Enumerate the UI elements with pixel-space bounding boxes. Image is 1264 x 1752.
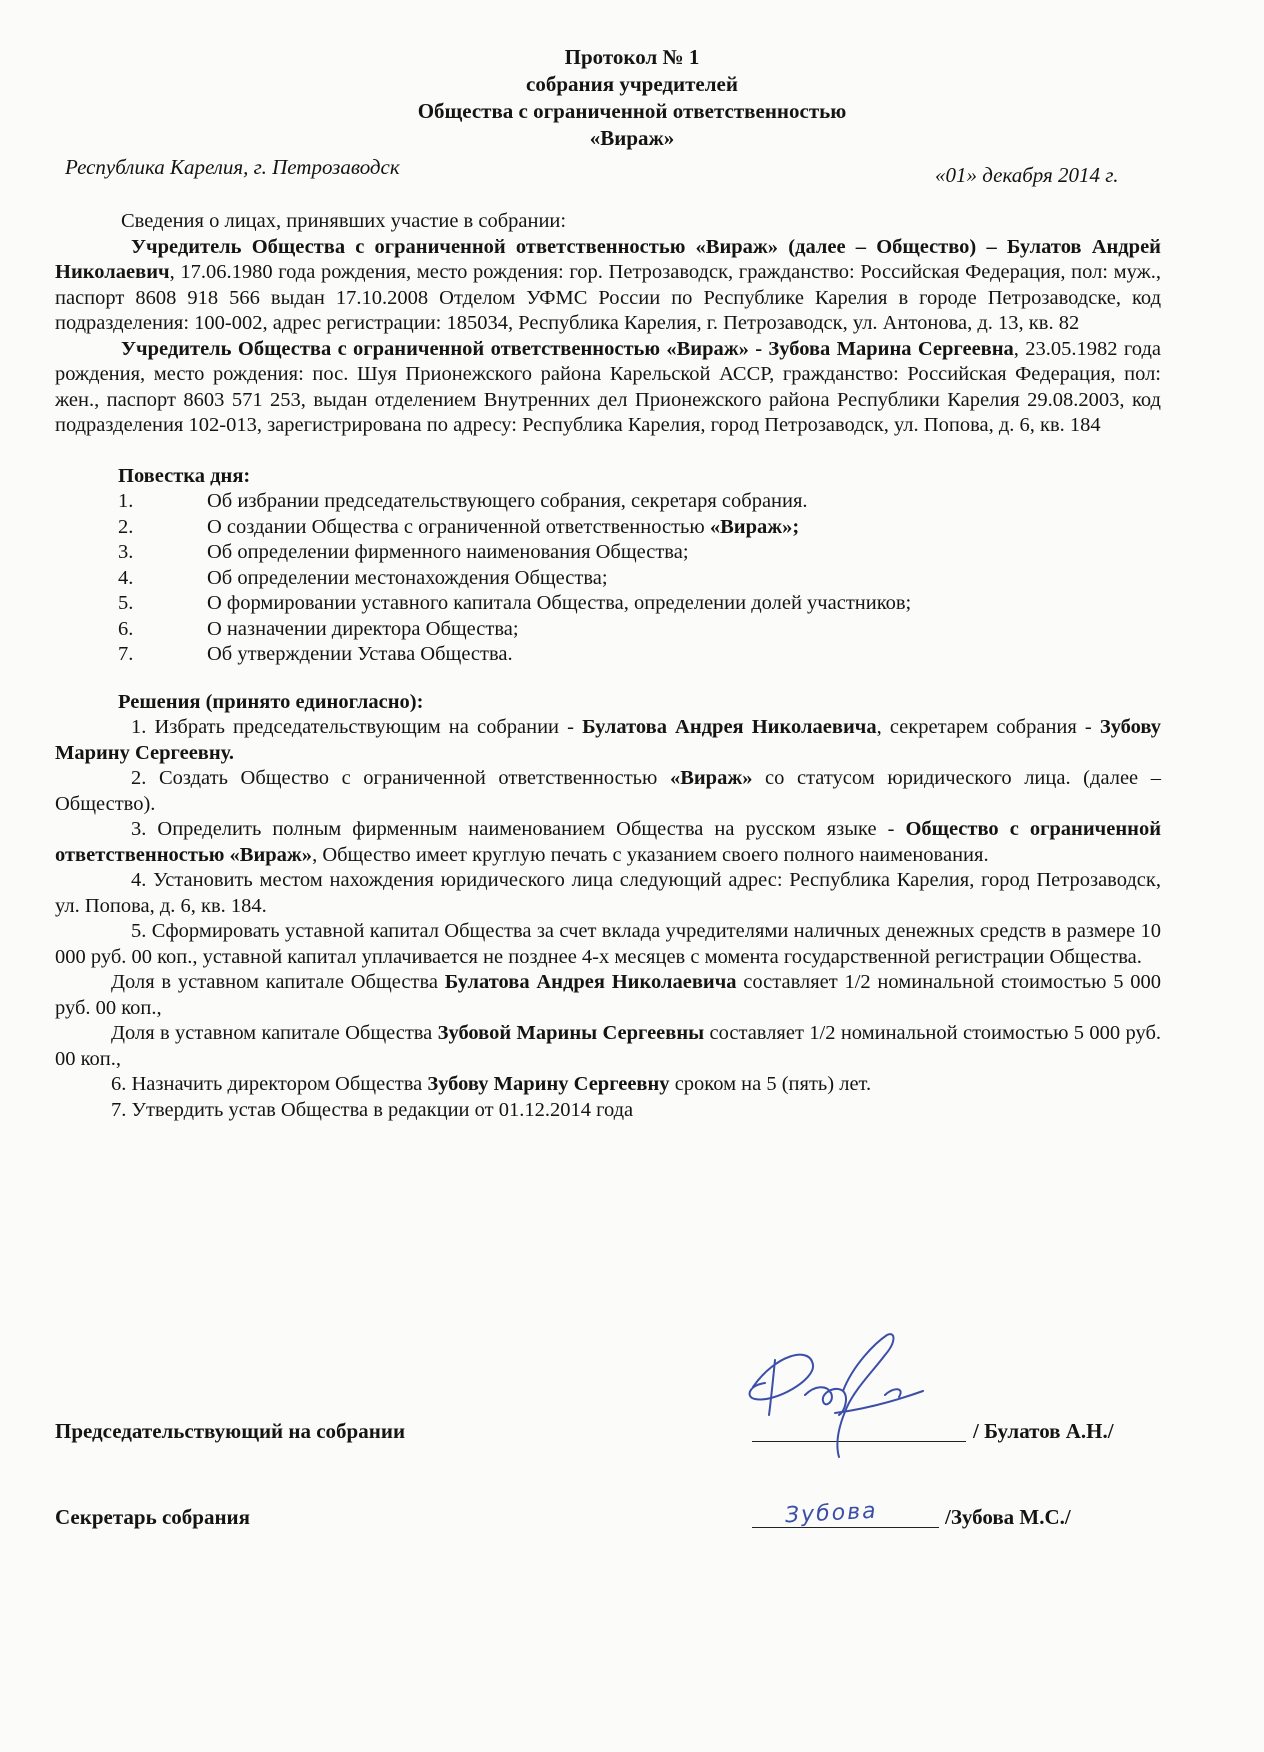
decision-7: 7. Утвердить устав Общества в редакции от 01.12.2014 года	[111, 1098, 634, 1121]
decision-2	[55, 766, 1161, 817]
agenda-item-text	[207, 489, 808, 515]
chair-name: / Булатов А.Н./	[973, 1419, 1114, 1443]
decision-6-director: Зубову Марину Сергеевну	[427, 1073, 670, 1095]
agenda-list	[55, 489, 1161, 668]
participants-intro: Сведения о лицах, принявших участие в собрании:	[121, 210, 567, 232]
decisions-title: Решения (принято единогласно):	[118, 690, 424, 713]
agenda-item	[118, 540, 1161, 566]
decision-6	[55, 1072, 1161, 1098]
meeting-date: «01» декабря 2014 г.	[935, 163, 1119, 187]
decision-1-secretary: Зубову Марину Сергеевну.	[55, 716, 1162, 764]
participant-2-details: , 23.05.1982 года рождения, место рождения: пос. Шуя Прионежского района Карельской АССР, гражданство: Российская Федерация, пол: жен., паспорт 8603 571 253, выдан отделением Внутренних дел Прионежского района Республики Карелия 29.08.2003, код подразделения 102-013, зарегистрирована по адресу: Республика Карелия, город Петрозаводск, ул. Попова, д. 6, кв. 184	[55, 337, 1161, 436]
participant-2	[55, 337, 1161, 439]
decision-3-text: 3. Определить полным фирменным наименованием Общества на русском языке -	[131, 818, 906, 840]
agenda-item	[118, 591, 1161, 617]
agenda-item	[118, 566, 1161, 592]
decision-6-text: 6. Назначить директором Общества	[111, 1073, 428, 1095]
decision-5: 5. Сформировать уставной капитал Общества за счет вклада учредителями наличных денежных средств в размере 10 000 руб. 00 коп., уставной капитал уплачивается не позднее 4-х месяцев с момента государственной регистрации Общества.	[55, 920, 1161, 968]
agenda-item-number: 2.	[118, 515, 134, 538]
agenda-title: Повестка дня:	[118, 464, 251, 487]
agenda-item	[118, 642, 1161, 668]
protocol-title: Протокол № 1	[564, 45, 700, 69]
company-name: «Вираж»	[589, 126, 675, 150]
agenda-item	[118, 489, 1161, 515]
decision-3-company-name: Общество с ограниченной ответственностью «Вираж»	[55, 818, 1162, 866]
meeting-place: Республика Карелия, г. Петрозаводск	[65, 155, 400, 179]
participant-1-name: Учредитель Общества с ограниченной ответственностью «Вираж» (далее – Общество) – Булатов Андрей Николаевич	[55, 235, 1161, 283]
chair-signature	[735, 1325, 955, 1465]
decision-2-company: «Вираж»	[669, 767, 753, 789]
agenda-item-number: 5.	[118, 592, 134, 614]
agenda-item	[118, 617, 1161, 643]
agenda-item-plain: О создании Общества с ограниченной ответственностью	[207, 515, 710, 538]
agenda-item-text	[207, 540, 689, 566]
agenda-item-text	[207, 617, 519, 643]
secretary-signature-line	[752, 1527, 939, 1528]
agenda-item	[118, 515, 1161, 541]
meeting-title: собрания учредителей	[526, 72, 738, 96]
agenda-item-number: 6.	[118, 617, 134, 640]
agenda-item-plain: О формировании уставного капитала Общества, определении долей участников;	[207, 592, 912, 614]
decision-3	[55, 817, 1161, 868]
document-body	[55, 209, 1161, 1123]
participant-2-name: Учредитель Общества с ограниченной ответственностью «Вираж» - Зубова Марина Сергеевна	[121, 337, 1014, 360]
decision-4: 4. Установить местом нахождения юридического лица следующий адрес: Республика Карелия, город Петрозаводск, ул. Попова, д. 6, кв. 184.	[55, 869, 1161, 917]
document-header	[0, 44, 1264, 152]
company-type: Общества с ограниченной ответственностью	[417, 99, 847, 123]
share-2	[55, 1021, 1161, 1072]
agenda-item-number: 7.	[118, 643, 134, 665]
agenda-item-bold: «Вираж»;	[709, 515, 800, 538]
agenda-item-plain: Об определении фирменного наименования Общества;	[207, 541, 689, 563]
share-1-text: Доля в уставном капитале Общества	[111, 971, 445, 993]
agenda-item-text	[207, 642, 513, 668]
share-2-owner: Зубовой Марины Сергеевны	[437, 1022, 705, 1044]
participant-1-details: , 17.06.1980 года рождения, место рождения: гор. Петрозаводск, гражданство: Российская Федерация, пол: муж., паспорт 8608 918 566 выдан 17.10.2008 Отделом УФМС России по Республике Карелия в городе Петрозаводске, код подразделения: 100-002, адрес регистрации: 185034, Республика Карелия, г. Петрозаводск, ул. Антонова, д. 13, кв. 82	[55, 261, 1161, 334]
secretary-signature-row	[55, 1474, 1161, 1534]
decision-1	[55, 715, 1161, 766]
share-2-text-2: составляет 1/2 номинальной стоимостью 5 000 руб. 00 коп.,	[55, 1022, 1161, 1070]
agenda-item-text	[207, 591, 911, 617]
decision-1-text-2: , секретарем собрания -	[876, 716, 1100, 738]
agenda-item-text	[207, 515, 799, 541]
share-2-text: Доля в уставном капитале Общества	[111, 1022, 438, 1044]
share-1	[55, 970, 1161, 1021]
agenda-item-text	[207, 566, 608, 592]
agenda-item-plain: Об утверждении Устава Общества.	[207, 643, 513, 665]
chair-signature-row	[55, 1388, 1161, 1448]
agenda-item-plain: О назначении директора Общества;	[207, 617, 519, 640]
secretary-label: Секретарь собрания	[55, 1505, 251, 1529]
chair-label: Председательствующий на собрании	[55, 1419, 406, 1443]
participant-1	[55, 235, 1161, 337]
agenda-item-number: 3.	[118, 541, 134, 563]
agenda-item-plain: Об избрании председательствующего собрания, секретаря собрания.	[207, 490, 808, 512]
share-1-owner: Булатова Андрея Николаевича	[444, 971, 737, 993]
agenda-item-number: 4.	[118, 566, 134, 589]
decision-1-chair: Булатова Андрея Николаевича	[582, 716, 877, 738]
decision-3-text-2: , Общество имеет круглую печать с указанием своего полного наименования.	[312, 843, 989, 866]
agenda-item-plain: Об определении местонахождения Общества;	[207, 566, 608, 589]
secretary-name: /Зубова М.С./	[945, 1505, 1071, 1529]
share-1-text-2: составляет 1/2 номинальной стоимостью 5 000 руб. 00 коп.,	[55, 971, 1161, 1019]
decision-2-text-2: со статусом юридического лица. (далее – Общество).	[55, 767, 1161, 815]
decision-6-text-2: сроком на 5 (пять) лет.	[669, 1073, 872, 1095]
agenda-item-number: 1.	[118, 490, 134, 512]
decision-2-text: 2. Создать Общество с ограниченной ответственностью	[131, 767, 670, 789]
secretary-handwritten-signature: Зубова	[784, 1498, 879, 1529]
decision-1-text: 1. Избрать председательствующим на собрании -	[131, 716, 583, 738]
